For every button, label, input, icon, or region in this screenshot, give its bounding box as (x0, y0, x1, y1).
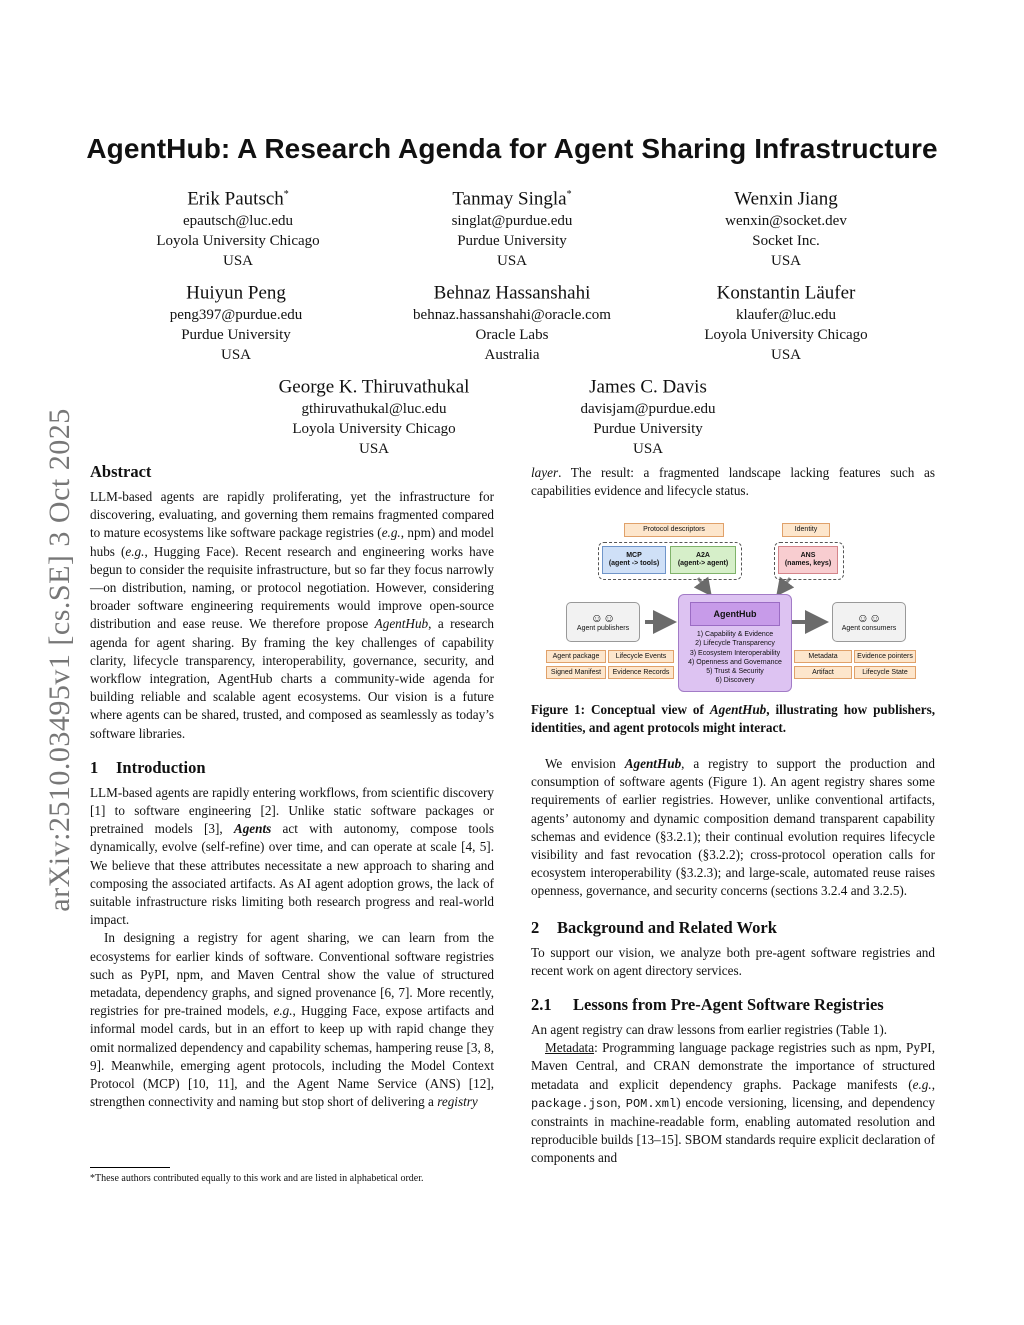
figure-agenthub (538, 518, 920, 694)
author-country: USA (220, 347, 251, 364)
people-icon: ☺☺ (856, 611, 882, 625)
intro-heading: 1 Introduction (90, 757, 206, 777)
author-block (224, 372, 524, 459)
author-country: USA (222, 253, 253, 270)
section-2-1-text: An agent registry can draw lessons from earlier registries (Table 1). (531, 1022, 888, 1038)
intro-paragraph: LLM-based agents are rapidly entering workflows, from scientific discovery [1] to software engineering [2]. Unlike static software packages or pretrained models [3], Agents act with autonomy, compose tools dynamically, evolve (self-refine) over time, and can operate at scale [4, 5]. We believe that these attributes necessitate a new approach to sharing and composing the associated artifacts. As AI agent adoption grows, the lack of suitable infrastructure risks limiting both research progress and real-world impact. (90, 784, 494, 928)
author-country: USA (770, 253, 801, 270)
author-country: USA (770, 347, 801, 364)
footnote: *These authors contributed equally to this work and are listed in alphabetical order. (90, 1173, 424, 1184)
author-country: Australia (484, 347, 540, 364)
author-block (86, 278, 386, 365)
protocol-descriptors-label: Protocol descriptors (624, 523, 724, 537)
author-name: Erik Pautsch* (187, 188, 289, 210)
publishers-box: ☺☺ Agent publishers (566, 602, 640, 642)
arxiv-identifier: arXiv:2510.03495v1 [cs.SE] 3 Oct 2025 (43, 408, 76, 912)
right-tag: Evidence pointers (854, 650, 916, 663)
section-2-1-heading: 2.1 Lessons from Pre-Agent Software Registries (531, 995, 884, 1015)
right-column-bottom (531, 755, 935, 1168)
left-tag: Evidence Records (608, 666, 674, 679)
author-name: Tanmay Singla* (452, 188, 572, 210)
right-column-top (531, 464, 935, 500)
author-email: gthiruvathukal@luc.edu (301, 401, 447, 418)
author-affiliation: Purdue University (457, 233, 567, 250)
author-email: peng397@purdue.edu (169, 307, 303, 324)
author-email: wenxin@socket.dev (725, 213, 847, 230)
right-tag: Lifecycle State (854, 666, 916, 679)
author-name: George K. Thiruvathukal (278, 376, 470, 398)
author-email: davisjam@purdue.edu (580, 401, 716, 418)
right-tag: Artifact (794, 666, 852, 679)
author-name: Huiyun Peng (186, 282, 286, 304)
paper-title: AgentHub: A Research Agenda for Agent Sharing Infrastructure (86, 133, 938, 164)
people-icon: ☺☺ (590, 611, 616, 625)
author-affiliation: Loyola University Chicago (156, 233, 320, 250)
author-country: USA (496, 253, 527, 270)
author-country: USA (358, 441, 389, 458)
figure-caption: Figure 1: Conceptual view of AgentHub, illustrating how publishers, identities, and agent protocols might interact. (531, 702, 935, 735)
author-affiliation: Loyola University Chicago (704, 327, 868, 344)
author-block (362, 184, 662, 271)
author-email: behnaz.hassanshahi@oracle.com (413, 307, 611, 324)
left-tag: Lifecycle Events (608, 650, 674, 663)
vision-paragraph: We envision AgentHub, a registry to support the production and consumption of software agents (Figure 1). An agent registry shares some requirements of earlier registries. However, unlike conventional artifacts, agents’ autonomy and dynamic composition demand transparent capability schemas and evidence (§3.2.1); their continual evolution requires lifecycle visibility and fast revocation (§3.2.2); cross-protocol operation calls for ecosystem interoperability (§3.2.3); and large-scale, automated reuse raises openness, governance, and security concerns (sections 3.2.4 and 3.2.5). (531, 756, 935, 899)
right-tag: Metadata (794, 650, 852, 663)
author-block (498, 372, 798, 459)
left-column (90, 462, 494, 1112)
agenthub-title: AgentHub (690, 602, 780, 626)
author-block (362, 278, 662, 365)
left-tag: Agent package (546, 650, 606, 663)
author-block (636, 184, 936, 271)
left-tag: Signed Manifest (546, 666, 606, 679)
section-2-heading: 2 Background and Related Work (531, 917, 777, 937)
abstract-heading: Abstract (90, 462, 152, 481)
author-affiliation: Purdue University (181, 327, 291, 344)
abstract-text: LLM-based agents are rapidly proliferating, yet the infrastructure for discovering, evaluating, and governing them remains fragmented compared to mature ecosystems like software package registries (e.g., npm) and model hubs (e.g., Hugging Face). Recent research and engineering works have begun to consider the requisite infrastructure, but so far they focus narrowly—on distribution, naming, or protocol negotiation. However, considering broader software engineering requirements would improve open-source distribution and ease reuse. We therefore propose AgentHub, a research agenda for agent sharing. By framing the key challenges of capability clarity, lifecycle transparency, interoperability, governance, security, and workflow integration, AgentHub charts a community-wide agenda for building reliable and scalable agent ecosystems. Our vision is a future where agents can be shared, trusted, and composed as seamlessly as today’s software libraries. (90, 489, 495, 741)
author-name: Wenxin Jiang (734, 188, 838, 210)
agenthub-box (678, 594, 792, 692)
author-affiliation: Purdue University (593, 421, 703, 438)
author-email: klaufer@luc.edu (735, 307, 837, 324)
identity-label: Identity (782, 523, 830, 537)
author-name: James C. Davis (589, 376, 707, 398)
author-block (636, 278, 936, 365)
arrow-protocols-to-hub (698, 578, 710, 594)
ans-box: ANS (names, keys) (778, 546, 838, 574)
author-country: USA (632, 441, 663, 458)
intro-paragraph: In designing a registry for agent sharing, we can learn from the ecosystems for earlier kinds of software. Conventional software registries such as PyPI, npm, and Maven Central show the value of structured metadata, dependency graphs, and signed provenance [6, 7]. More recently, registries for pre-trained models, e.g., Hugging Face, expose artifacts and informal model cards, but in an effort to keep up with rapid change they omit normalized dependency and capability schemas, hampering reuse [3, 8, 9]. Meanwhile, emerging agent protocols, including the Model Context Protocol (MCP) [10, 11], and the Agent Name Service (ANS) [12], strengthen connectivity and naming but stop short of delivering a registry (90, 930, 494, 1110)
agenthub-items: 1) Capability & Evidence 2) Lifecycle Transparency 3) Ecosystem Interoperability 4) Openness and Governance 5) Trust & Security 6) Discovery (688, 631, 782, 685)
author-name: Behnaz Hassanshahi (433, 282, 591, 304)
arrow-ans-to-hub (778, 578, 790, 594)
mcp-box: MCP (agent -> tools) (602, 546, 666, 574)
author-name: Konstantin Läufer (716, 282, 856, 304)
author-affiliation: Socket Inc. (752, 233, 820, 250)
author-email: epautsch@luc.edu (182, 213, 294, 230)
a2a-box: A2A (agent-> agent) (670, 546, 736, 574)
author-email: singlat@purdue.edu (451, 213, 573, 230)
author-affiliation: Oracle Labs (475, 327, 549, 344)
author-affiliation: Loyola University Chicago (292, 421, 456, 438)
section-2-text: To support our vision, we analyze both pre-agent software registries and recent work on agent directory services. (531, 944, 935, 978)
footnote-rule (90, 1167, 170, 1168)
author-block (88, 184, 388, 271)
continued-paragraph: layer. The result: a fragmented landscape lacking features such as capabilities evidence and lifecycle status. (531, 465, 935, 499)
metadata-paragraph: Metadata: Programming language package registries such as npm, PyPI, Maven Central, and CRAN demonstrate the importance of structured metadata and explicit dependency graphs. Package manifests (e.g., package.json, POM.xml) encode versioning, licensing, and dependency constraints in machine-readable form, enabling automated resolution and reproducible builds [13–15]. SBOM standards require explicit declaration of components and (531, 1040, 935, 1166)
consumers-box: ☺☺ Agent consumers (832, 602, 906, 642)
